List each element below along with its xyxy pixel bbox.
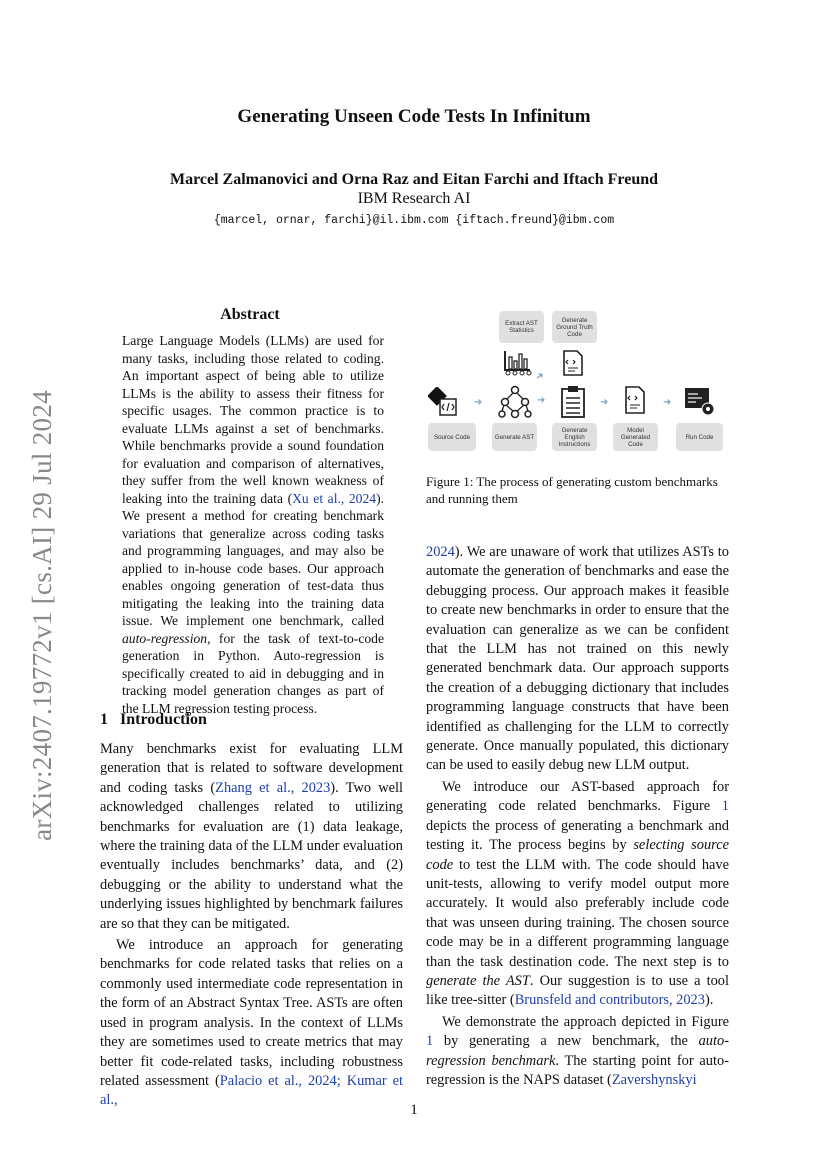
box-model-generated: Model Generated Code [613, 423, 658, 451]
page-number: 1 [410, 1102, 418, 1118]
tree-graph-icon [498, 385, 532, 419]
arxiv-stamp [22, 380, 62, 850]
abstract-body: Large Language Models (LLMs) are used for many tasks, including those related to coding. An important aspect of being able to utilize LLMs is the ability to assess their fitness for specific usages. The common practice is to evaluate LLMs against a set of benchmarks. While benchmarks provide a sound foundation for evaluation and comparison of alternatives, they suffer from the well known weakness of leaking into the training data (Xu et al., 2024). We present a method for creating benchmark variations that generalize across coding tasks and programming languages, and may also be applied to in-house code bases. Our approach enables ongoing generation of test-data thus mitigating the leaking into the training data issue. We implement one benchmark, called auto-regression, for the task of text-to-code generation in Python. Auto-regression is specifically created to aid in debugging and in tracking model generation changes as part of the LLM regression testing process. [122, 333, 384, 716]
paragraph: Many benchmarks exist for evaluating LLM generation that is related to software development and coding tasks (Zhang et al., 2023). Two well acknowledged challenges related to utilizing benchmarks for evaluation are (1) data leakage, where the training data of the LLM under evaluation eventually includes benchmarks’ data, and (2) debugging or the ability to understand what the underlying issues highlighted by benchmark failures are so that they can be mitigated. [100, 741, 403, 932]
arrow-icon: ➜ [533, 369, 547, 384]
arrow-icon: ➜ [600, 397, 609, 408]
code-file-icon [624, 385, 646, 415]
arxiv-stamp-text: arXiv:2407.19772v1 [cs.AI] 29 Jul 2024 [26, 389, 57, 841]
affiliation: IBM Research AI [357, 190, 471, 207]
box-generate-english: Generate English Instructions [552, 423, 597, 451]
dots-icon [504, 369, 532, 377]
box-source-code: Source Code [428, 423, 476, 451]
figure-caption: Figure 1: The process of generating custom benchmarks and running them [426, 474, 718, 506]
arrow-icon: ➜ [474, 397, 483, 408]
citation-link[interactable]: 2024 [426, 544, 455, 560]
git-code-icon [428, 387, 458, 417]
box-generate-ground-truth: Generate Ground Truth Code [552, 311, 597, 343]
paper-title: Generating Unseen Code Tests In Infinitum [237, 106, 591, 127]
section-title: Introduction [120, 711, 207, 728]
section-heading [100, 711, 207, 729]
clipboard-list-icon [560, 385, 586, 419]
code-file-icon [562, 349, 584, 377]
figure-1 [426, 307, 729, 467]
author-list: Marcel Zalmanovici and Orna Raz and Eitan Farchi and Iftach Freund [169, 171, 659, 188]
citation-link[interactable]: Zavershynskyi [611, 1071, 697, 1088]
arrow-icon: ➜ [663, 397, 672, 408]
author-emails: {marcel, ornar, farchi}@il.ibm.com {iftach.freund}@ibm.com [213, 214, 615, 227]
figure-ref-link[interactable]: 1 [426, 1033, 434, 1050]
paragraph: We demonstrate the approach depicted in Figure 1 by generating a new benchmark, the auto-regression benchmark. The starting point for auto-regression is the NAPS dataset (Zavershynskyi [426, 1013, 729, 1088]
left-column-text [100, 740, 403, 1111]
citation-link[interactable]: Zhang et al., 2023 [215, 779, 331, 796]
terminal-gear-icon [684, 387, 716, 417]
citation-link[interactable]: Palacio et al., 2024; Kumar et al., [100, 1072, 403, 1109]
box-run-code: Run Code [676, 423, 723, 451]
right-column-text [426, 543, 729, 1090]
figure-ref-link[interactable]: 1 [721, 798, 729, 815]
paragraph: We introduce an approach for generating benchmarks for code related tasks that relies on a commonly used intermediate code representation in the form of an Abstract Syntax Tree. ASTs are often used in program analysis. In the context of LLMs they are sometimes used to create metrics that may better fit code-related tasks, including robustness related assessment (Palacio et al., 2024; Kumar et al., [100, 937, 403, 1109]
citation-link[interactable]: Xu et al., 2024 [292, 490, 377, 506]
citation-link[interactable]: Brunsfeld and contributors, 2023 [514, 992, 705, 1009]
paragraph: We introduce our AST-based approach for generating code related benchmarks. Figure 1 depicts the process of generating a benchmark and testing it. The process begins by selecting source code to test the LLM with. The code should have unit-tests, allowing to verify model output more accurately. It would also preferably include code that was unseen during training. The chosen source code may be in a different programming language than the task destination code. The next step is to generate the AST. Our suggestion is to use a tool like tree-sitter (Brunsfeld and contributors, 2023). [426, 778, 729, 1009]
section-number: 1 [100, 711, 108, 728]
abstract-heading: Abstract [220, 306, 280, 323]
paragraph: 2024). We are unaware of work that utilizes ASTs to automate the generation of benchmarks and ease the debugging process. Our approach makes it feasible to create new benchmarks in order to ensure that the evaluation can generalize as we can be confident that the LLM has not trained on this newly generated benchmark data. Our approach supports the creation of a debugging dictionary that includes programming language constructs that have been identified as challenging for the LLM to correctly generate. Once manually populated, this dictionary can be used to easily debug new LLM output. [426, 544, 729, 774]
arrow-icon: ➜ [537, 395, 546, 406]
box-generate-ast: Generate AST [492, 423, 537, 451]
box-extract-ast: Extract AST Statistics [499, 311, 544, 343]
